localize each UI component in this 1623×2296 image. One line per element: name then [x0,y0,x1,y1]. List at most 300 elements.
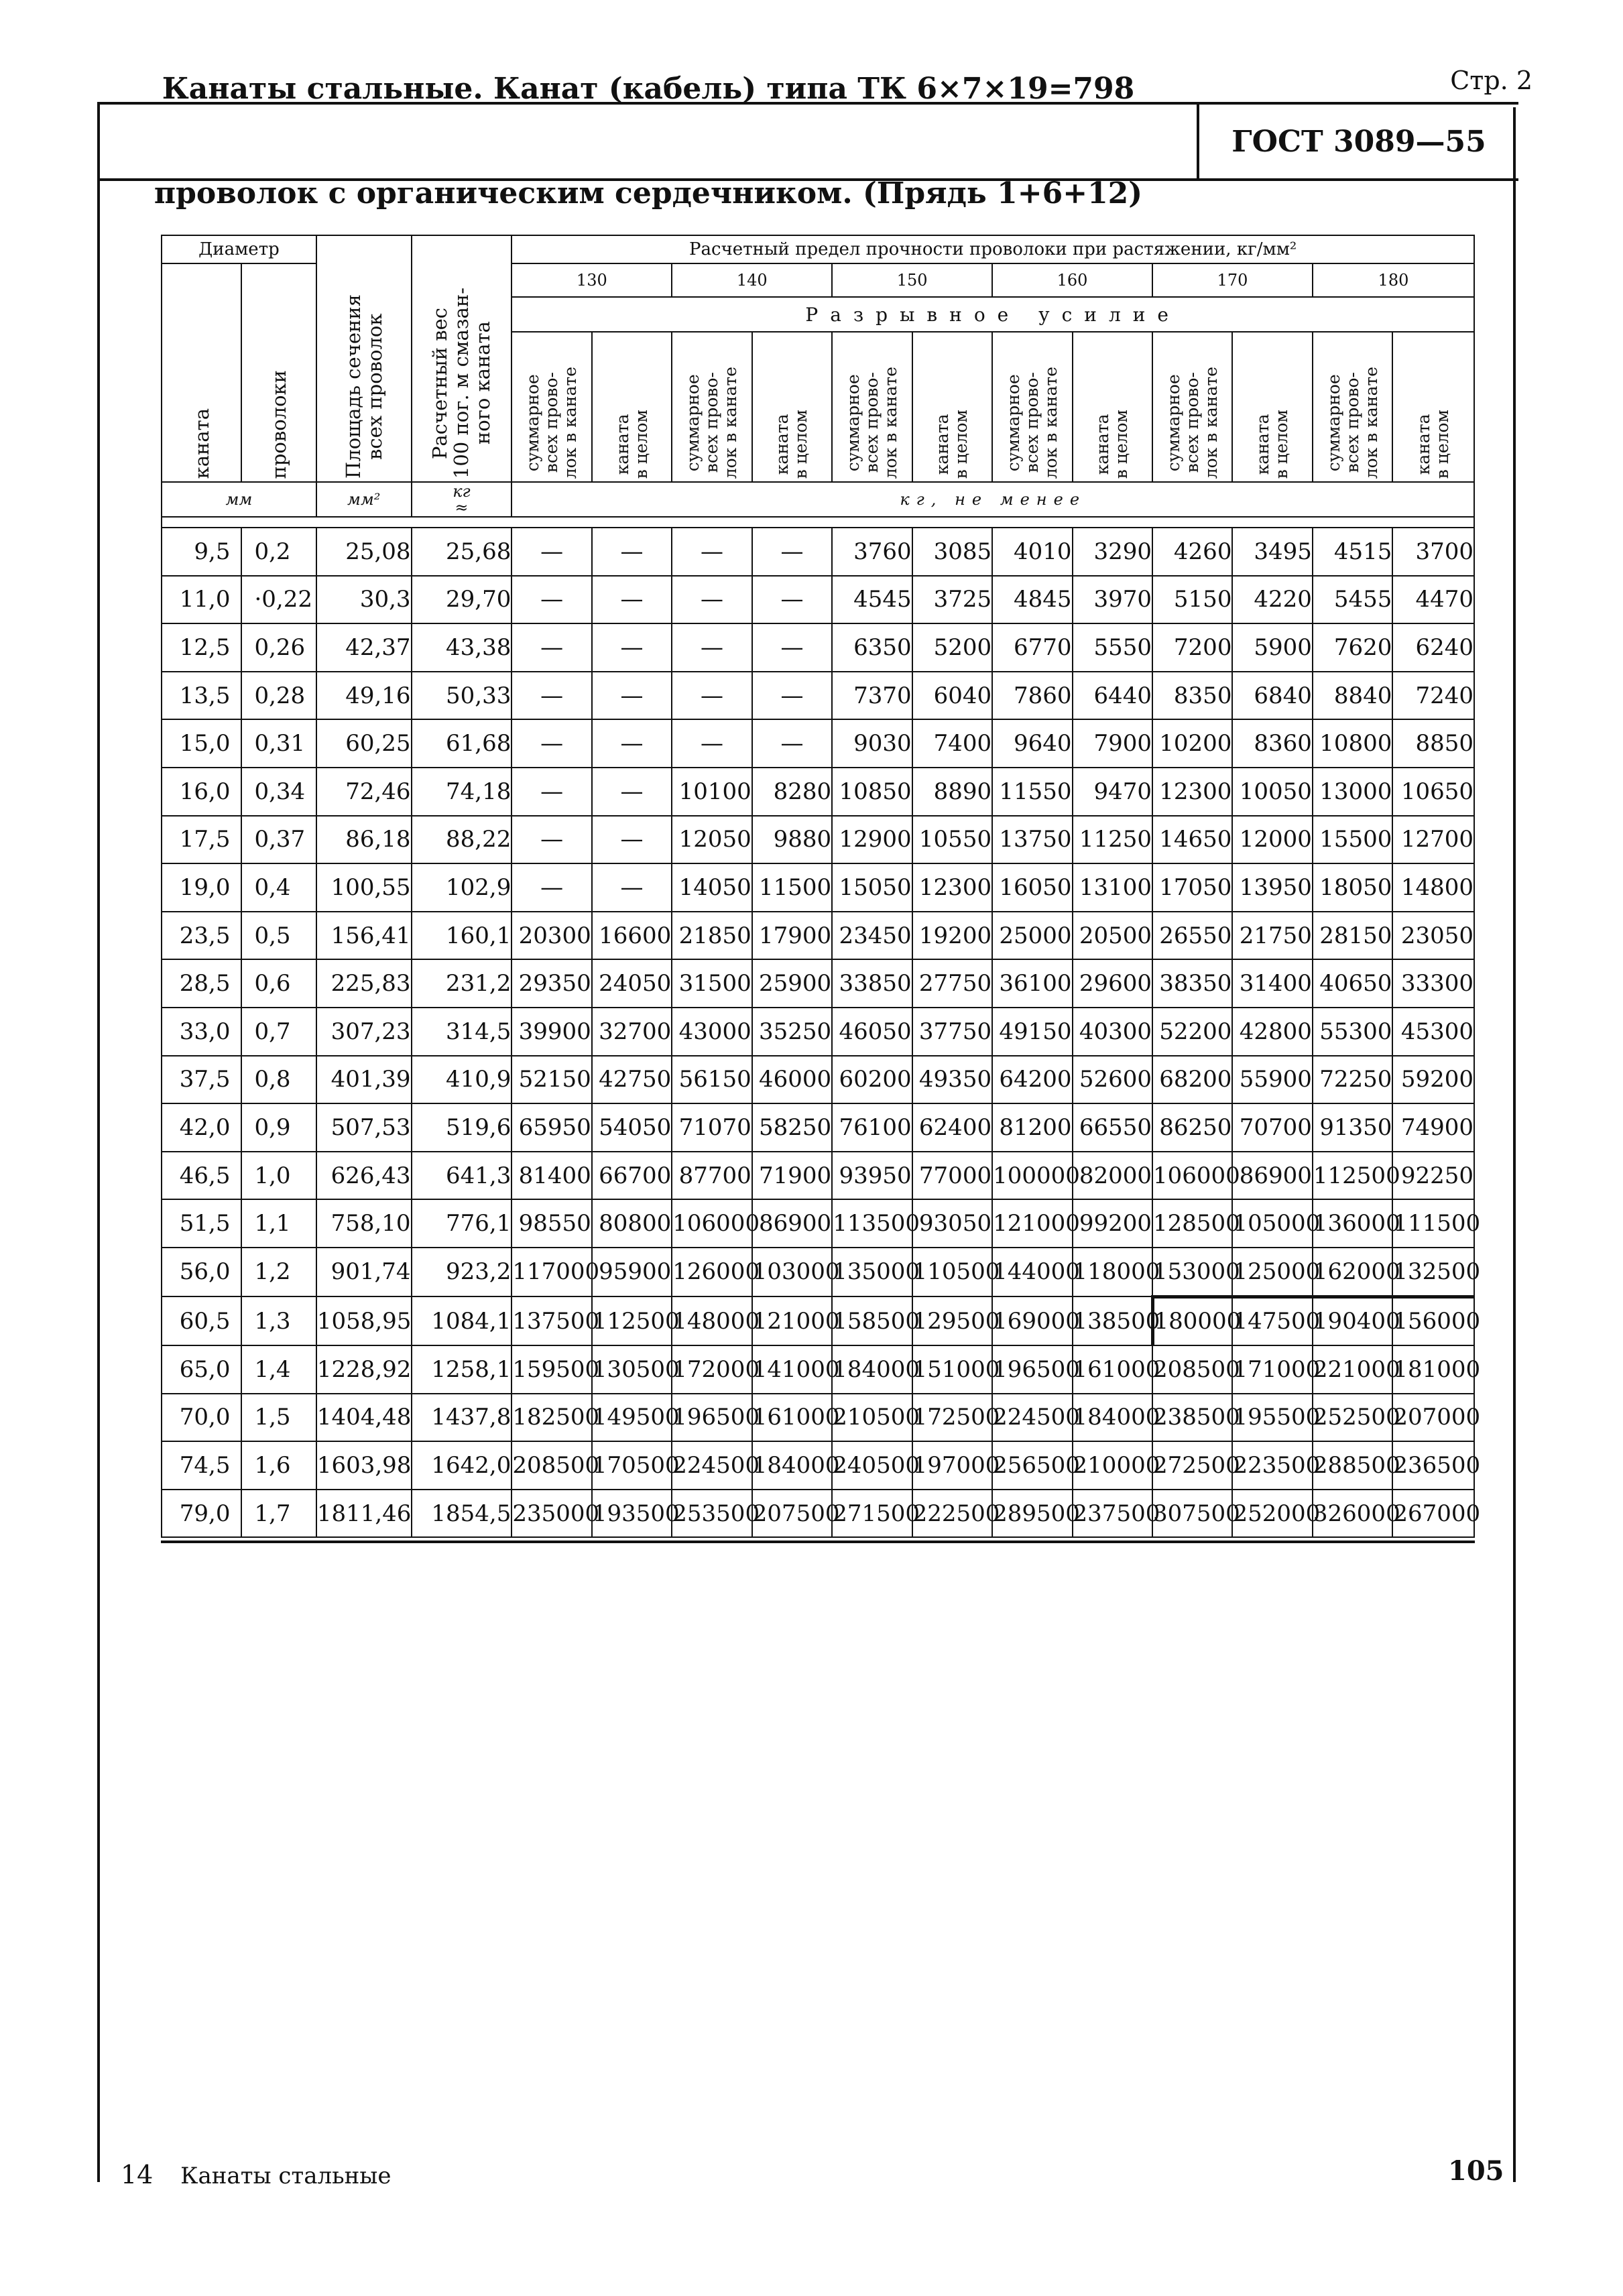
table-cell: 161000 [1073,1345,1152,1394]
table-cell: 240500 [832,1441,912,1490]
table-cell: 923,2 [412,1248,512,1296]
table-cell: 8840 [1313,672,1392,720]
document-title [100,72,1199,210]
table-cell: 33300 [1392,959,1474,1008]
table-cell: 4545 [832,576,912,624]
table-cell: 102,9 [412,863,512,912]
table-cell: 221000 [1313,1345,1392,1394]
table-cell: 29350 [512,959,591,1008]
table-cell: 93950 [832,1152,912,1200]
table-cell: 272500 [1152,1441,1232,1490]
table-cell: 314,5 [412,1008,512,1056]
table-cell: 1,7 [241,1490,316,1538]
table-cell: 17,5 [162,816,241,864]
table-cell: 91350 [1313,1103,1392,1152]
table-cell: 5200 [912,623,992,672]
table-cell: 43,38 [412,623,512,672]
rope-whole-header [1232,332,1312,482]
table-cell: 252000 [1232,1490,1312,1538]
table-cell: 147500 [1232,1296,1312,1345]
table-cell: 156,41 [316,912,412,960]
table-cell: 1228,92 [316,1345,412,1394]
table-cell: 225,83 [316,959,412,1008]
table-cell: 8280 [752,768,832,816]
table-cell: 130500 [592,1345,672,1394]
sum-wires-header [1152,332,1232,482]
table-cell: 11,0 [162,576,241,624]
table-cell: 136000 [1313,1199,1392,1248]
table-cell: 8850 [1392,719,1474,768]
table-cell: 81400 [512,1152,591,1200]
table-cell: 27750 [912,959,992,1008]
table-cell: 12300 [912,863,992,912]
table-cell: 17050 [1152,863,1232,912]
table-cell: — [592,719,672,768]
sum-wires-header-text: суммарное всех прово- лок в канате [523,366,581,479]
table-cell: 237500 [1073,1490,1152,1538]
table-cell: 125000 [1232,1248,1312,1296]
table-cell: 7900 [1073,719,1152,768]
grade-header: 170 [1152,263,1313,297]
table-cell: 16,0 [162,768,241,816]
table-row [162,1152,1474,1200]
table-cell: 222500 [912,1490,992,1538]
table-cell: 15500 [1313,816,1392,864]
table-cell: 137500 [512,1296,591,1345]
grade-header: 150 [832,263,992,297]
title-line-2: проволок с органическим сердечником. (Прядь 1+6+12) [154,176,1143,210]
table-cell: 71900 [752,1152,832,1200]
footer-left [121,2160,391,2189]
table-cell: 126000 [672,1248,752,1296]
table-cell: 31500 [672,959,752,1008]
rope-whole-header-text: каната в целом [1414,409,1453,479]
sum-wires-header [992,332,1072,482]
table-cell: 37750 [912,1008,992,1056]
table-cell: 29600 [1073,959,1152,1008]
table-cell: — [672,528,752,576]
table-cell: — [512,863,591,912]
table-cell: 253500 [672,1490,752,1538]
table-cell: 3085 [912,528,992,576]
table-cell: 129500 [912,1296,992,1345]
table-cell: 23,5 [162,912,241,960]
table-cell: 16050 [992,863,1072,912]
table-cell: — [512,576,591,624]
table-cell: 4845 [992,576,1072,624]
table-cell: 3760 [832,528,912,576]
table-cell: 1603,98 [316,1441,412,1490]
table-cell: 776,1 [412,1199,512,1248]
table-cell: 0,2 [241,528,316,576]
table-cell: 196500 [992,1345,1072,1394]
table-row [162,1345,1474,1394]
table-cell: 10050 [1232,768,1312,816]
table-cell: 141000 [752,1345,832,1394]
table-cell: 55900 [1232,1056,1312,1104]
table-cell: 8890 [912,768,992,816]
table-cell: 14050 [672,863,752,912]
rope-whole-header-text: каната в целом [933,409,971,479]
table-cell: 9,5 [162,528,241,576]
table-cell: 231,2 [412,959,512,1008]
table-cell: — [752,672,832,720]
table-cell: 6350 [832,623,912,672]
table-row [162,1441,1474,1490]
table-cell: 49,16 [316,672,412,720]
table-cell: 55300 [1313,1008,1392,1056]
table-cell: 162000 [1313,1248,1392,1296]
table-cell: 72,46 [316,768,412,816]
table-cell: 190400 [1313,1296,1392,1345]
table-cell: 54050 [592,1103,672,1152]
table-cell: 10100 [672,768,752,816]
table-cell: 149500 [592,1394,672,1442]
table-cell: 184000 [752,1441,832,1490]
table-cell: 6240 [1392,623,1474,672]
table-cell: 62400 [912,1103,992,1152]
table-row [162,1296,1474,1345]
table-cell: 33,0 [162,1008,241,1056]
table-cell: 28,5 [162,959,241,1008]
table-cell: 10550 [912,816,992,864]
table-cell: 0,26 [241,623,316,672]
page-label: Стр. 2 [1450,66,1532,95]
table-cell: 519,6 [412,1103,512,1152]
table-row [162,1394,1474,1442]
table-cell: 105000 [1232,1199,1312,1248]
table-cell: 86900 [1232,1152,1312,1200]
table-cell: 98550 [512,1199,591,1248]
table-cell: 56150 [672,1056,752,1104]
table-cell: 68200 [1152,1056,1232,1104]
table-cell: — [592,528,672,576]
table-cell: 13750 [992,816,1072,864]
table-cell: 171000 [1232,1345,1312,1394]
area-header [316,235,412,482]
table-cell: 20300 [512,912,591,960]
unit-mm2: мм² [316,482,412,517]
table-cell: 1854,5 [412,1490,512,1538]
rope-whole-header [1073,332,1152,482]
table-cell: 6440 [1073,672,1152,720]
header-gap [162,517,1474,528]
table-cell: 184000 [832,1345,912,1394]
rope-diameter-header [162,263,241,482]
table-cell: 93050 [912,1199,992,1248]
table-cell: 52150 [512,1056,591,1104]
table-cell: 35250 [752,1008,832,1056]
table-cell: 13950 [1232,863,1312,912]
table-cell: 256500 [992,1441,1072,1490]
rope-whole-header-text: каната в целом [1253,409,1292,479]
rope-whole-header [1392,332,1474,482]
table-cell: 121000 [752,1296,832,1345]
sum-wires-header-text: суммарное всех прово- лок в канате [1323,366,1381,479]
table-cell: 64200 [992,1056,1072,1104]
table-cell: 4515 [1313,528,1392,576]
table-cell: 50,33 [412,672,512,720]
table-cell: 195500 [1232,1394,1312,1442]
table-cell: 32700 [592,1008,672,1056]
table-cell: 5900 [1232,623,1312,672]
table-cell: 42,0 [162,1103,241,1152]
table-cell: 0,8 [241,1056,316,1104]
sum-wires-header-text: суммарное всех прово- лок в канате [1163,366,1221,479]
table-cell: 28150 [1313,912,1392,960]
unit-kg [412,482,512,517]
table-cell: 7860 [992,672,1072,720]
sum-wires-header [672,332,752,482]
table-cell: 25900 [752,959,832,1008]
table-cell: 132500 [1392,1248,1474,1296]
table-cell: 49350 [912,1056,992,1104]
table-cell: 3700 [1392,528,1474,576]
table-cell: 160,1 [412,912,512,960]
table-body [162,528,1481,1537]
table-cell: — [592,768,672,816]
table-cell: 1811,46 [316,1490,412,1538]
unit-kg-min: кг, не менее [512,482,1474,517]
table-cell: 223500 [1232,1441,1312,1490]
table-cell: 21750 [1232,912,1312,960]
table-row [162,1199,1474,1248]
unit-kg-label: кг [453,482,471,501]
table-cell: 36100 [992,959,1072,1008]
table-cell: 161000 [752,1394,832,1442]
table-cell: 111500 [1392,1199,1474,1248]
table-cell: 46000 [752,1056,832,1104]
table-cell: 100,55 [316,863,412,912]
table-cell: 70700 [1232,1103,1312,1152]
table-cell: 410,9 [412,1056,512,1104]
frame-right-line [1513,107,1516,2182]
table-cell: 14650 [1152,816,1232,864]
table-cell: 81200 [992,1103,1072,1152]
table-cell: 641,3 [412,1152,512,1200]
table-cell: 110500 [912,1248,992,1296]
table-cell: — [752,719,832,768]
table-cell: 626,43 [316,1152,412,1200]
table-row [162,1056,1474,1104]
table-cell: 86,18 [316,816,412,864]
sum-wires-header [832,332,912,482]
table-cell: 182500 [512,1394,591,1442]
table-row [162,672,1474,720]
table-cell: 1,5 [241,1394,316,1442]
table-cell: — [672,719,752,768]
rope-whole-header [592,332,672,482]
table-cell: 9470 [1073,768,1152,816]
table-cell: 42750 [592,1056,672,1104]
table-cell: 210000 [1073,1441,1152,1490]
table-cell: 88,22 [412,816,512,864]
table-cell: 210500 [832,1394,912,1442]
table-row [162,816,1474,864]
table-cell: 4010 [992,528,1072,576]
table-cell: 13,5 [162,672,241,720]
table-cell: 5455 [1313,576,1392,624]
footer-page-right: 105 [1448,2155,1504,2187]
table-cell: — [512,719,591,768]
table-row [162,1103,1474,1152]
table-cell: 77000 [912,1152,992,1200]
table-cell: — [512,528,591,576]
sum-wires-header [1313,332,1392,482]
sum-wires-header [512,332,591,482]
table-cell: 29,70 [412,576,512,624]
table-cell: 172000 [672,1345,752,1394]
table-cell: 3290 [1073,528,1152,576]
table-cell: 25,08 [316,528,412,576]
table-row [162,768,1474,816]
table-cell: 0,37 [241,816,316,864]
table-cell: 95900 [592,1248,672,1296]
table-cell: 180000 [1152,1296,1232,1345]
table-cell: 51,5 [162,1199,241,1248]
table-cell: — [672,672,752,720]
table-cell: 7240 [1392,672,1474,720]
table-cell: 0,7 [241,1008,316,1056]
table-cell: 56,0 [162,1248,241,1296]
table-cell: 5150 [1152,576,1232,624]
table-cell: 184000 [1073,1394,1152,1442]
table-cell: 224500 [992,1394,1072,1442]
table-cell: 25000 [992,912,1072,960]
table-cell: 12300 [1152,768,1232,816]
table-cell: 1,2 [241,1248,316,1296]
footer-book-title: Канаты стальные [180,2163,392,2189]
table-cell: — [752,528,832,576]
table-cell: 0,9 [241,1103,316,1152]
sum-wires-header-text: суммарное всех прово- лок в канате [683,366,740,479]
table-cell: 208500 [1152,1345,1232,1394]
table-cell: 113500 [832,1199,912,1248]
table-cell: 11250 [1073,816,1152,864]
table-cell: 148000 [672,1296,752,1345]
table-cell: 1404,48 [316,1394,412,1442]
table-cell: 18050 [1313,863,1392,912]
table-cell: 21850 [672,912,752,960]
table-cell: 289500 [992,1490,1072,1538]
table-cell: 158500 [832,1296,912,1345]
table-cell: 49150 [992,1008,1072,1056]
table-cell: 151000 [912,1345,992,1394]
table-cell: 197000 [912,1441,992,1490]
area-header-text: Площадь сечения всех проволок [341,294,386,479]
title-line-1: Канаты стальные. Канат (кабель) типа ТК 6×7×19=798 [162,72,1135,106]
table-cell: 15,0 [162,719,241,768]
table-cell: 169000 [992,1296,1072,1345]
table-cell: 10850 [832,768,912,816]
sum-wires-header-text: суммарное всех прово- лок в канате [1003,366,1061,479]
table-cell: 196500 [672,1394,752,1442]
table-cell: 207000 [1392,1394,1474,1442]
table-cell: 43000 [672,1008,752,1056]
table-cell: 11550 [992,768,1072,816]
table-cell: — [752,623,832,672]
grade-header: 160 [992,263,1152,297]
table-cell: 76100 [832,1103,912,1152]
table-cell: 13000 [1313,768,1392,816]
table-cell: 13100 [1073,863,1152,912]
table-cell: 1058,95 [316,1296,412,1345]
rope-whole-header-text: каната в целом [1093,409,1132,479]
table-cell: ·0,22 [241,576,316,624]
table-cell: 19200 [912,912,992,960]
table-row [162,576,1474,624]
wire-diameter-header [241,263,316,482]
table-cell: — [752,576,832,624]
unit-mm: мм [162,482,316,517]
table-row [162,863,1474,912]
table-cell: 37,5 [162,1056,241,1104]
table-cell: 326000 [1313,1490,1392,1538]
table-cell: 901,74 [316,1248,412,1296]
rope-data-table [161,235,1481,1538]
table-cell: 307500 [1152,1490,1232,1538]
table-cell: 0,6 [241,959,316,1008]
table-cell: 46,5 [162,1152,241,1200]
table-cell: 507,53 [316,1103,412,1152]
rope-whole-header [752,332,832,482]
table-cell: 45300 [1392,1008,1474,1056]
table-cell: 1,1 [241,1199,316,1248]
table-row [162,1008,1474,1056]
table-cell: 6770 [992,623,1072,672]
table-cell: 307,23 [316,1008,412,1056]
sum-wires-header-text: суммарное всех прово- лок в канате [843,366,900,479]
table-cell: 4260 [1152,528,1232,576]
rope-whole-header [912,332,992,482]
table-cell: 40650 [1313,959,1392,1008]
table-cell: 12000 [1232,816,1312,864]
table-cell: 60,25 [316,719,412,768]
grade-header: 140 [672,263,832,297]
table-cell: 207500 [752,1490,832,1538]
table-cell: 10650 [1392,768,1474,816]
table-cell: 0,34 [241,768,316,816]
table-cell: 38350 [1152,959,1232,1008]
frame-left-line [97,181,100,2182]
table-cell: 15050 [832,863,912,912]
table-cell: 193500 [592,1490,672,1538]
table-cell: 1,4 [241,1345,316,1394]
table-cell: — [592,672,672,720]
table-cell: 106000 [672,1199,752,1248]
table-cell: 23450 [832,912,912,960]
table-cell: — [592,576,672,624]
table-cell: 19,0 [162,863,241,912]
table-cell: 82000 [1073,1152,1152,1200]
table-cell: 106000 [1152,1152,1232,1200]
table-cell: 99200 [1073,1199,1152,1248]
table-cell: 72250 [1313,1056,1392,1104]
table-cell: 42,37 [316,623,412,672]
grade-header: 180 [1313,263,1474,297]
table-cell: 224500 [672,1441,752,1490]
table-cell: 60,5 [162,1296,241,1345]
table-cell: 74,18 [412,768,512,816]
table-cell: — [592,623,672,672]
table-cell: 135000 [832,1248,912,1296]
table-row [162,719,1474,768]
table-cell: 118000 [1073,1248,1152,1296]
table-cell: 156000 [1392,1296,1474,1345]
table-cell: 74,5 [162,1441,241,1490]
table-cell: 1437,8 [412,1394,512,1442]
table-cell: 71070 [672,1103,752,1152]
